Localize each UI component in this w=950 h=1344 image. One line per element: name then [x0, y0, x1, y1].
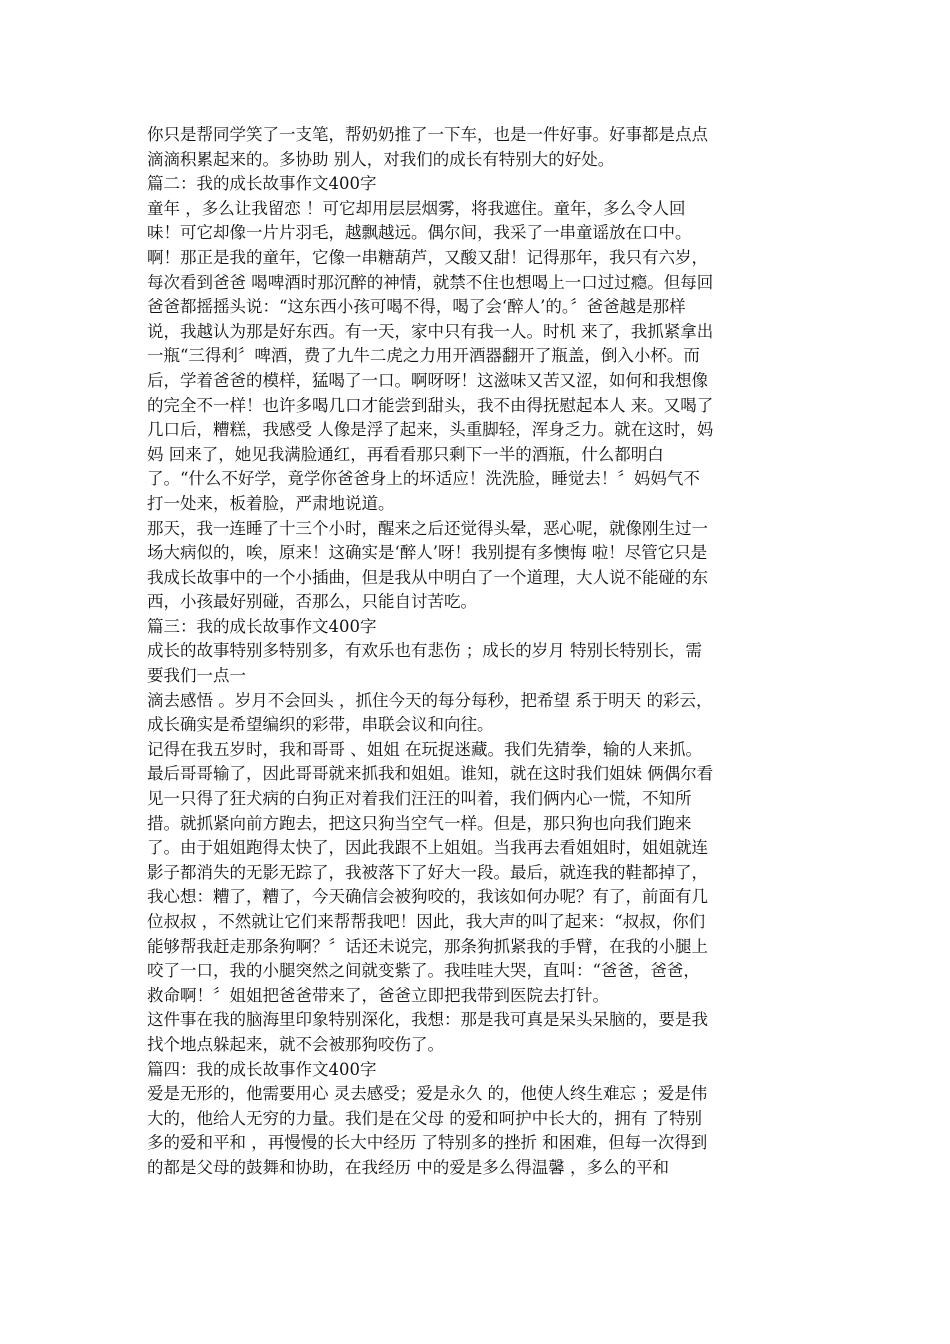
section-heading: 篇四：我的成长故事作文400字 — [147, 1059, 377, 1079]
text-line: 成长确实是希望编织的彩带，串联会议和向往。 — [147, 715, 494, 735]
text-line: 影子都消失的无影无踪了，我被落下了好大一段。最后，就连我的鞋都掉了， — [147, 862, 708, 882]
text-line: 这件事在我的脑海里印象特别深化，我想：那是我可真是呆头呆脑的，要是我 — [147, 1010, 708, 1030]
text-line: 后，学着爸爸的模样，猛喝了一口。啊呀呀！这滋味又苦又涩，如何和我想像 — [147, 370, 708, 390]
text-line: 救命啊！〞姐姐把爸爸带来了，爸爸立即把我带到医院去打针。 — [147, 985, 609, 1005]
text-line: 你只是帮同学笑了一支笔，帮奶奶推了一下车，也是一件好事。好事都是点点 — [147, 125, 708, 144]
text-line: 成长的故事特别多特别多，有欢乐也有悲伤 ；成长的岁月 特别长特别长，需 — [147, 641, 702, 661]
text-line: 记得在我五岁时，我和哥哥 、姐姐 在玩捉迷藏。我们先猜拳，输的人来抓。 — [147, 739, 702, 759]
text-line: 找个地点躲起来，就不会被那狗咬伤了。 — [147, 1034, 444, 1054]
text-line: 童年 ，多么让我留恋 ！可它却用层层烟雾，将我遮住。童年，多么令人回 — [147, 198, 686, 218]
text-line: 爸爸都摇摇头说：“这东西小孩可喝不得，喝了会‘醉人’的。〞爸爸越是那样 — [147, 297, 686, 317]
text-line: 妈 回来了，她见我满脸通红，再看看那只剩下一半的酒瓶，什么都明白 — [147, 444, 664, 464]
text-line: 我成长故事中的一个小插曲，但是我从中明白了一个道理，大人说不能碰的东 — [147, 567, 708, 587]
text-line: 我心想：糟了，糟了，今天确信会被狗咬的，我该如何办呢？有了，前面有几 — [147, 887, 708, 907]
text-line: 位叔叔 ，不然就让它们来帮帮我吧！因此，我大声的叫了起来：“叔叔，你们 — [147, 912, 706, 931]
text-line: 多的爱和平和 ，再慢慢的长大中经历 了特别多的挫折 和困难，但每一次得到 — [147, 1133, 708, 1153]
text-line: 大的，他给人无穷的力量。我们是在父母 的爱和呵护中长大的，拥有 了特别 — [147, 1108, 702, 1128]
text-line: 每次看到爸爸 喝啤酒时那沉醉的神情，就禁不住也想喝上一口过过瘾。但每回 — [147, 272, 714, 292]
text-line: 一瓶“三得利〞啤酒，费了九牛二虎之力用开酒器翻开了瓶盖，倒入小杯。而 — [147, 346, 700, 366]
text-line: 味！可它却像一片片羽毛，越飘越远。偶尔间，我采了一串童谣放在口中。 — [147, 223, 692, 243]
text-line: 滴滴积累起来的。多协助 别人，对我们的成长有特别大的好处。 — [147, 149, 615, 169]
text-line: 几口后，糟糕，我感受 人像是浮了起来，头重脚轻，浑身乏力。就在这时，妈 — [147, 420, 714, 440]
text-line: 啊！那正是我的童年，它像一串糖葫芦，又酸又甜！记得那年，我只有六岁， — [147, 247, 708, 267]
text-line: 的完全不一样！也许多喝几口才能尝到甜头，我不由得抚慰起本人 来。又喝了 — [147, 395, 714, 415]
text-line: 能够帮我赶走那条狗啊？〞话还未说完，那条狗抓紧我的手臂，在我的小腿上 — [147, 936, 708, 956]
text-line: 那天，我一连睡了十三个小时，醒来之后还觉得头晕，恶心呢，就像刚生过一 — [147, 518, 708, 538]
text-line: 场大病似的，唉，原来！这确实是‘醉人’呀！我别提有多懊悔 啦！尽管它只是 — [147, 543, 708, 563]
section-heading: 篇二：我的成长故事作文400字 — [147, 174, 377, 194]
text-line: 的都是父母的鼓舞和协助，在我经历 中的爱是多么得温馨 ，多么的平和 — [147, 1157, 669, 1177]
text-line: 见一只得了狂犬病的白狗正对着我们汪汪的叫着，我们俩内心一慌，不知所 — [147, 789, 692, 809]
text-line: 了。由于姐姐跑得太快了，因此我跟不上姐姐。当我再去看姐姐时，姐姐就连 — [147, 838, 708, 858]
text-line: 要我们一点一 — [147, 666, 246, 686]
text-line: 滴去感悟 。岁月不会回头 ，抓住今天的每分每秒，把希望 系于明天 的彩云， — [147, 690, 713, 710]
text-line: 爱是无形的，他需要用心 灵去感受；爱是永久 的，他使人终生难忘 ；爱是伟 — [147, 1084, 708, 1104]
document-page — [147, 123, 807, 1181]
text-line: 打一处来，板着脸，严肃地说道。 — [147, 493, 395, 513]
text-line: 咬了一口，我的小腿突然之间就变紫了。我哇哇大哭，直叫：“爸爸，爸爸， — [147, 961, 700, 981]
text-line: 了。“什么不好学，竟学你爸爸身上的坏适应！洗洗脸，睡觉去！〞妈妈气不 — [147, 469, 700, 489]
section-heading: 篇三：我的成长故事作文400字 — [147, 616, 377, 636]
text-line: 最后哥哥输了，因此哥哥就来抓我和姐姐。谁知，就在这时我们姐妹 俩偶尔看 — [147, 764, 714, 784]
text-line: 措。就抓紧向前方跑去，把这只狗当空气一样。但是，那只狗也向我们跑来 — [147, 813, 692, 833]
text-line: 说，我越认为那是好东西。有一天，家中只有我一人。时机 来了，我抓紧拿出 — [147, 321, 714, 341]
text-line: 西，小孩最好别碰，否那么，只能自讨苦吃。 — [147, 592, 477, 612]
